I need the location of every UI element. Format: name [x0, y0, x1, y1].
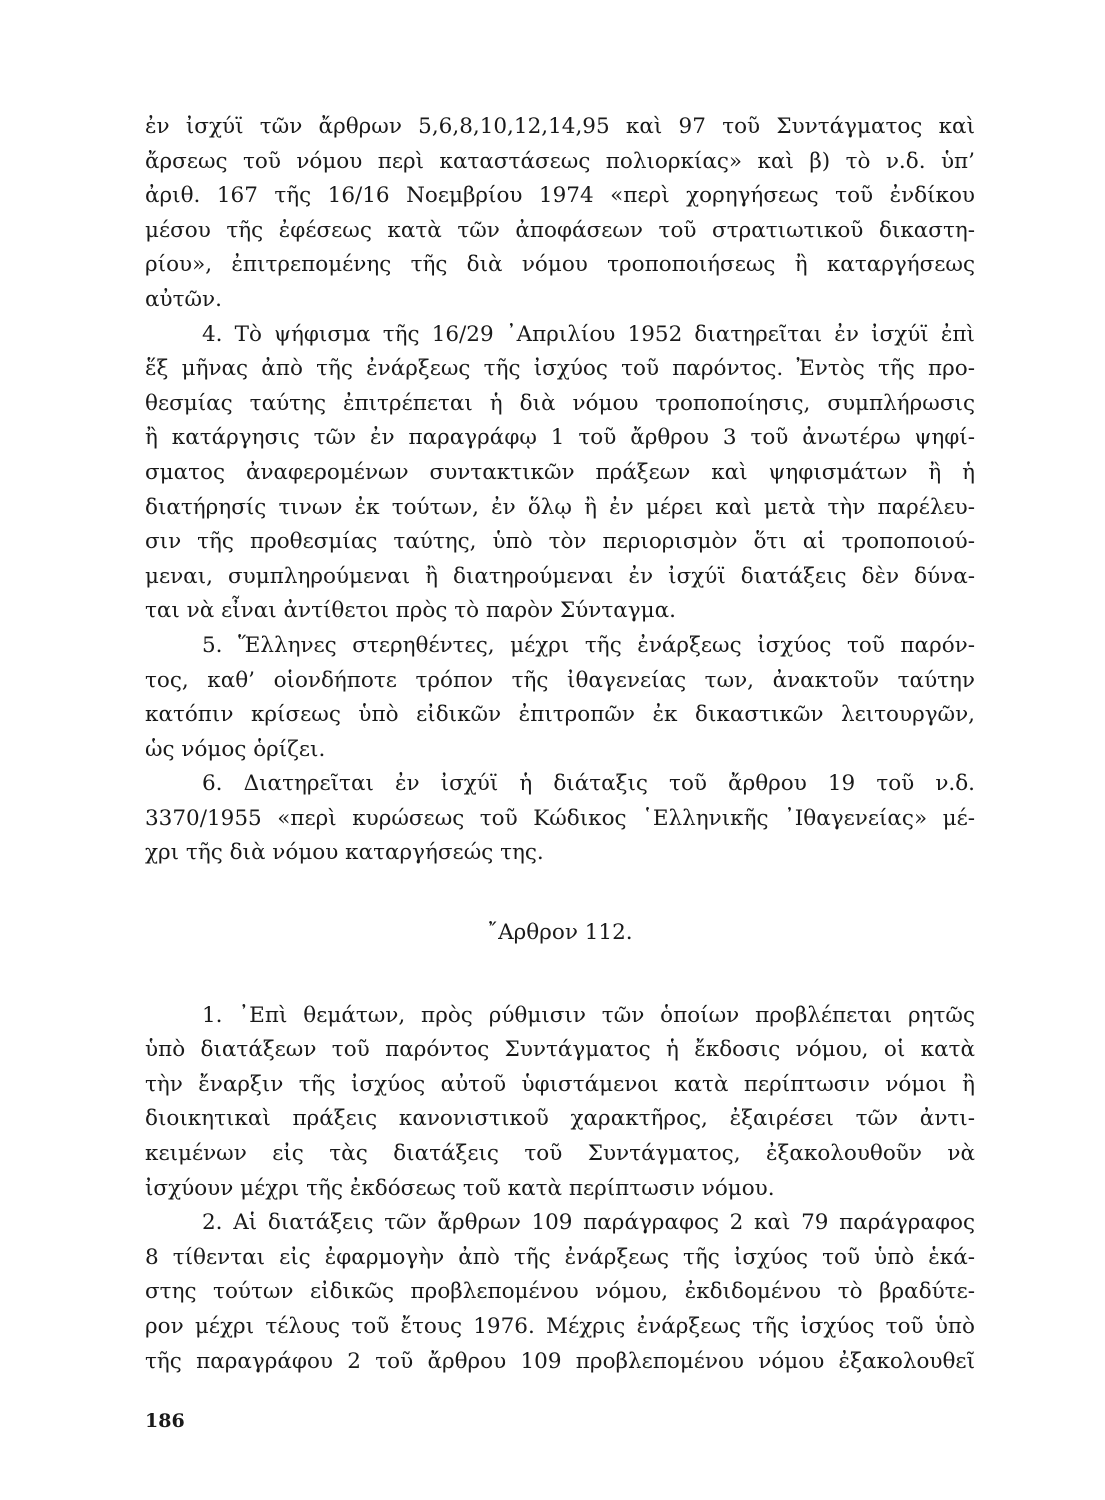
text-line: κατόπιν κρίσεως ὑπὸ εἰδικῶν ἐπιτροπῶν ἐκ δικαστικῶν λειτουργῶν,: [145, 702, 975, 728]
text-line: χρι τῆς διὰ νόμου καταργήσεώς της.: [145, 840, 544, 866]
text-line: στης τούτων εἰδικῶς προβλεπομένου νόμου, ἐκδιδομένου τὸ βραδύτε-: [145, 1279, 975, 1305]
text-line: τος, καθ’ οἱονδήποτε τρόπον τῆς ἰθαγενείας των, ἀνακτοῦν ταύτην: [145, 667, 975, 693]
article-paragraph-2: [145, 1206, 975, 1379]
text-line: ἰσχύουν μέχρι τῆς ἐκδόσεως τοῦ κατὰ περίπτωσιν νόμου.: [145, 1175, 775, 1201]
text-line: διατήρησίς τινων ἐκ τούτων, ἐν ὅλῳ ἢ ἐν μέρει καὶ μετὰ τὴν παρέλευ-: [145, 494, 975, 520]
paragraph-4: [145, 318, 975, 629]
text-line: ται νὰ εἶναι ἀντίθετοι πρὸς τὸ παρὸν Σύνταγμα.: [145, 598, 676, 624]
article-heading: ῎Αρθρον 112.: [487, 920, 633, 946]
text-line: ἀριθ. 167 τῆς 16/16 Νοεμβρίου 1974 «περὶ χορηγήσεως τοῦ ἐνδίκου: [145, 183, 975, 209]
text-line: ρον μέχρι τέλους τοῦ ἔτους 1976. Μέχρις ἐνάρξεως τῆς ἰσχύος τοῦ ὑπὸ: [145, 1314, 975, 1339]
text-line: κειμένων εἰς τὰς διατάξεις τοῦ Συντάγματος, ἐξακολουθοῦν νὰ: [145, 1141, 975, 1167]
paragraph: [145, 629, 975, 767]
text-line: ἕξ μῆνας ἀπὸ τῆς ἐνάρξεως τῆς ἰσχύος τοῦ παρόντος. Ἐντὸς τῆς προ-: [145, 356, 975, 382]
text-line: 5. Ἕλληνες στερηθέντες, μέχρι τῆς ἐνάρξεως ἰσχύος τοῦ παρόν-: [202, 632, 975, 658]
text-line: αὐτῶν.: [145, 286, 222, 312]
page-body: [145, 110, 975, 1379]
text-line: σματος ἀναφερομένων συντακτικῶν πράξεων καὶ ψηφισμάτων ἢ ἡ: [145, 459, 975, 485]
page-number: 186: [145, 1410, 185, 1432]
text-line: 4. Τὸ ψήφισμα τῆς 16/29 ᾿Απριλίου 1952 διατηρεῖται ἐν ἰσχύϊ ἐπὶ: [202, 321, 975, 347]
text-line: 3370/1955 «περὶ κυρώσεως τοῦ Κώδικος ῾Ελληνικῆς ᾿Ιθαγενείας» μέ-: [145, 805, 975, 831]
text-line: σιν τῆς προθεσμίας ταύτης, ὑπὸ τὸν περιορισμὸν ὅτι αἱ τροποποιού-: [145, 529, 975, 555]
text-line: 1. ᾿Επὶ θεμάτων, πρὸς ρύθμισιν τῶν ὁποίων προβλέπεται ρητῶς: [202, 1002, 975, 1028]
paragraph: [145, 767, 975, 871]
paragraph: [145, 110, 975, 318]
paragraph: [145, 1206, 975, 1379]
text-line: ρίου», ἐπιτρεπομένης τῆς διὰ νόμου τροποποιήσεως ἢ καταργήσεως: [145, 252, 975, 278]
text-line: ἄρσεως τοῦ νόμου περὶ καταστάσεως πολιορκίας» καὶ β) τὸ ν.δ. ὑπ’: [145, 148, 975, 174]
article-paragraph-1: [145, 999, 975, 1207]
paragraph-5: [145, 629, 975, 767]
text-line: 2. Αἱ διατάξεις τῶν ἄρθρων 109 παράγραφος 2 καὶ 79 παράγραφος: [202, 1210, 975, 1236]
text-line: ἢ κατάργησις τῶν ἐν παραγράφῳ 1 τοῦ ἄρθρου 3 τοῦ ἀνωτέρω ψηφί-: [145, 425, 975, 451]
text-line: τὴν ἔναρξιν τῆς ἰσχύος αὐτοῦ ὑφιστάμενοι κατὰ περίπτωσιν νόμοι ἢ: [145, 1071, 975, 1097]
text-line: θεσμίας ταύτης ἐπιτρέπεται ἡ διὰ νόμου τροποποίησις, συμπλήρωσις: [145, 390, 975, 416]
paragraph-continuation: [145, 110, 975, 318]
text-line: ἐν ἰσχύϊ τῶν ἄρθρων 5,6,8,10,12,14,95 καὶ 97 τοῦ Συντάγματος καὶ: [145, 114, 975, 139]
text-line: ὡς νόμος ὁρίζει.: [145, 736, 326, 762]
text-line: τῆς παραγράφου 2 τοῦ ἄρθρου 109 προβλεπομένου νόμου ἐξακολουθεῖ: [145, 1348, 975, 1374]
text-line: 6. Διατηρεῖται ἐν ἰσχύϊ ἡ διάταξις τοῦ ἄρθρου 19 τοῦ ν.δ.: [202, 771, 975, 797]
paragraph-6: [145, 767, 975, 871]
paragraph: [145, 318, 975, 629]
text-line: μέσου τῆς ἐφέσεως κατὰ τῶν ἀποφάσεων τοῦ στρατιωτικοῦ δικαστη-: [145, 217, 975, 243]
paragraph: [145, 999, 975, 1207]
text-line: ὑπὸ διατάξεων τοῦ παρόντος Συντάγματος ἡ ἔκδοσις νόμου, οἱ κατὰ: [145, 1037, 975, 1063]
text-line: 8 τίθενται εἰς ἐφαρμογὴν ἀπὸ τῆς ἐνάρξεως τῆς ἰσχύος τοῦ ὑπὸ ἑκά-: [145, 1244, 975, 1270]
text-line: διοικητικαὶ πράξεις κανονιστικοῦ χαρακτῆρος, ἐξαιρέσει τῶν ἀντι-: [145, 1106, 975, 1132]
text-line: μεναι, συμπληρούμεναι ἢ διατηρούμεναι ἐν ἰσχύϊ διατάξεις δὲν δύνα-: [145, 563, 975, 589]
